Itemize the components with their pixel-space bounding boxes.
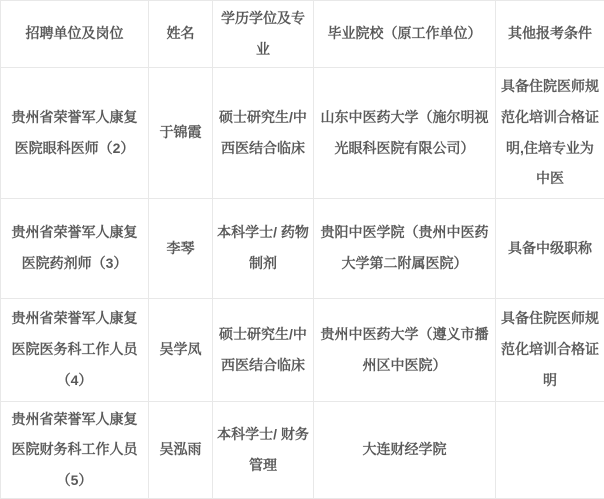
cell-unit-position: 贵州省荣誉军人康复医院药剂师（3） — [1, 198, 149, 298]
cell-name: 于锦霞 — [149, 67, 213, 198]
cell-other-conditions — [496, 401, 604, 498]
cell-school: 贵州中医药大学（遵义市播州区中医院） — [314, 298, 496, 401]
table-row — [1, 67, 604, 198]
cell-education: 硕士研究生/中西医结合临床 — [213, 67, 314, 198]
cell-other-conditions: 具备住院医师规范化培训合格证明,住培专业为中医 — [496, 67, 604, 198]
cell-school: 贵阳中医学院（贵州中医药大学第二附属医院） — [314, 198, 496, 298]
cell-name: 吴泓雨 — [149, 401, 213, 498]
cell-name: 吴学凤 — [149, 298, 213, 401]
column-header-education: 学历学位及专业 — [213, 1, 314, 68]
cell-education: 本科学士/ 财务管理 — [213, 401, 314, 498]
table-row — [1, 298, 604, 401]
column-header-school: 毕业院校（原工作单位） — [314, 1, 496, 68]
cell-unit-position: 贵州省荣誉军人康复医院医务科工作人员（4） — [1, 298, 149, 401]
cell-school: 大连财经学院 — [314, 401, 496, 498]
column-header-unit-position: 招聘单位及岗位 — [1, 1, 149, 68]
column-header-name: 姓名 — [149, 1, 213, 68]
cell-education: 本科学士/ 药物制剂 — [213, 198, 314, 298]
cell-unit-position: 贵州省荣誉军人康复医院眼科医师（2） — [1, 67, 149, 198]
column-header-other-conditions: 其他报考条件 — [496, 1, 604, 68]
cell-other-conditions: 具备住院医师规范化培训合格证明 — [496, 298, 604, 401]
cell-unit-position: 贵州省荣誉军人康复医院财务科工作人员（5） — [1, 401, 149, 498]
cell-education: 硕士研究生/中西医结合临床 — [213, 298, 314, 401]
table-row — [1, 198, 604, 298]
table-row — [1, 401, 604, 498]
cell-name: 李琴 — [149, 198, 213, 298]
cell-school: 山东中医药大学（施尔明视光眼科医院有限公司） — [314, 67, 496, 198]
header-row — [1, 1, 604, 68]
cell-other-conditions: 具备中级职称 — [496, 198, 604, 298]
